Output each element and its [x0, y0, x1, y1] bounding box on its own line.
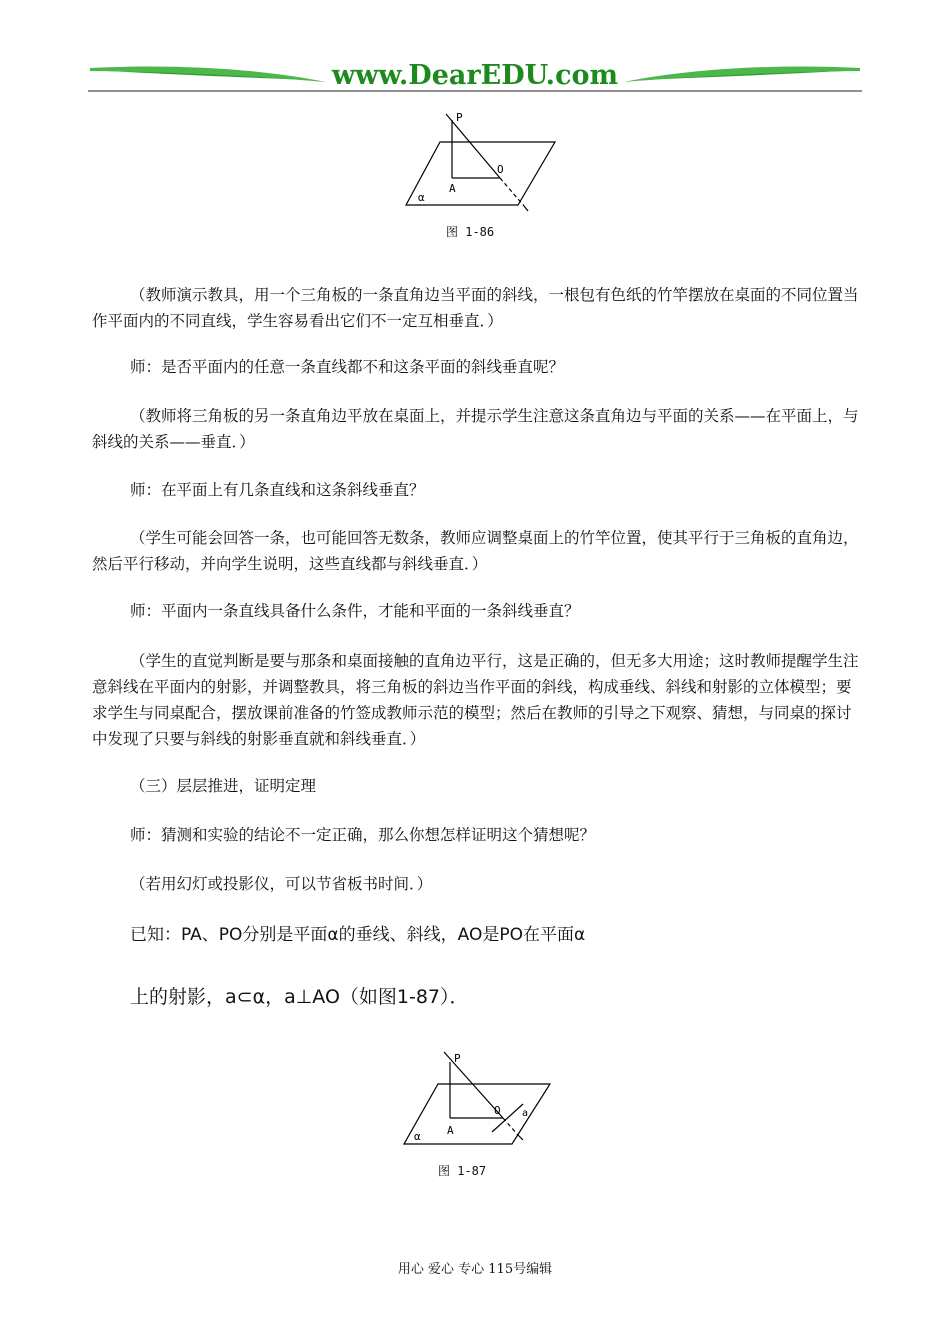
figure-1-87 [400, 1048, 560, 1152]
site-logo-text: www.DearEDU.com [331, 60, 619, 91]
label-o: O [494, 1104, 501, 1117]
paragraph-student-intuition: （学生的直觉判断是要与那条和桌面接触的直角边平行，这是正确的，但无多大用途；这时教师提醒学生注意斜线在平面内的射影，并调整教具，将三角板的斜边当作平面的斜线，构成垂线、斜线和射影的立体模型；要求学生与同桌配合，摆放课前准备的竹签成教师示范的模型；然后在教师的引导之下观察、猜想，与同桌的探讨中发现了只要与斜线的射影垂直就和斜线垂直．） [92, 652, 859, 748]
page-footer: 用心 爱心 专心 115号编辑 [397, 1262, 553, 1277]
label-alpha: α [414, 1130, 421, 1143]
figure-1-86-caption: 图 1-86 [446, 225, 495, 239]
paragraph-question-4: 师：猜测和实验的结论不一定正确，那么你想怎样证明这个猜想呢？ [130, 826, 596, 844]
label-a: A [447, 1124, 454, 1137]
paragraph-question-3: 师：平面内一条直线具备什么条件，才能和平面的一条斜线垂直？ [130, 602, 580, 620]
label-line-a: a [522, 1108, 529, 1119]
label-p: P [456, 111, 463, 124]
figure-1-87-caption: 图 1-87 [438, 1164, 487, 1178]
paragraph-projector-note: （若用幻灯或投影仪，可以节省板书时间．） [130, 875, 433, 893]
label-p: P [454, 1052, 461, 1065]
label-o: O [497, 163, 504, 176]
paragraph-demo: （教师演示教具，用一个三角板的一条直角边当平面的斜线，一根包有色纸的竹竿摆放在桌面的不同位置当作平面内的不同直线，学生容易看出它们不一定互相垂直．） [92, 286, 859, 330]
paragraph-question-1: 师：是否平面内的任意一条直线都不和这条平面的斜线垂直呢？ [130, 358, 565, 376]
paragraph-demo-2: （教师将三角板的另一条直角边平放在桌面上，并提示学生注意这条直角边与平面的关系——在平面上，与斜线的关系——垂直．） [92, 407, 859, 451]
given-line-1: 已知：PA、PO分别是平面α的垂线、斜线，AO是PO在平面α [130, 925, 586, 945]
given-line-2: 上的射影，a⊂α，a⊥AO（如图1-87）． [130, 986, 469, 1008]
label-alpha: α [418, 191, 425, 204]
label-a: A [449, 182, 456, 195]
paragraph-question-2: 师：在平面上有几条直线和这条斜线垂直？ [130, 481, 425, 499]
paragraph-student-answer: （学生可能会回答一条，也可能回答无数条，教师应调整桌面上的竹竿位置，使其平行于三角板的直角边，然后平行移动，并向学生说明，这些直线都与斜线垂直．） [92, 529, 859, 573]
site-header [88, 58, 862, 98]
figure-1-86 [400, 108, 560, 213]
section-heading: （三）层层推进，证明定理 [130, 777, 317, 795]
